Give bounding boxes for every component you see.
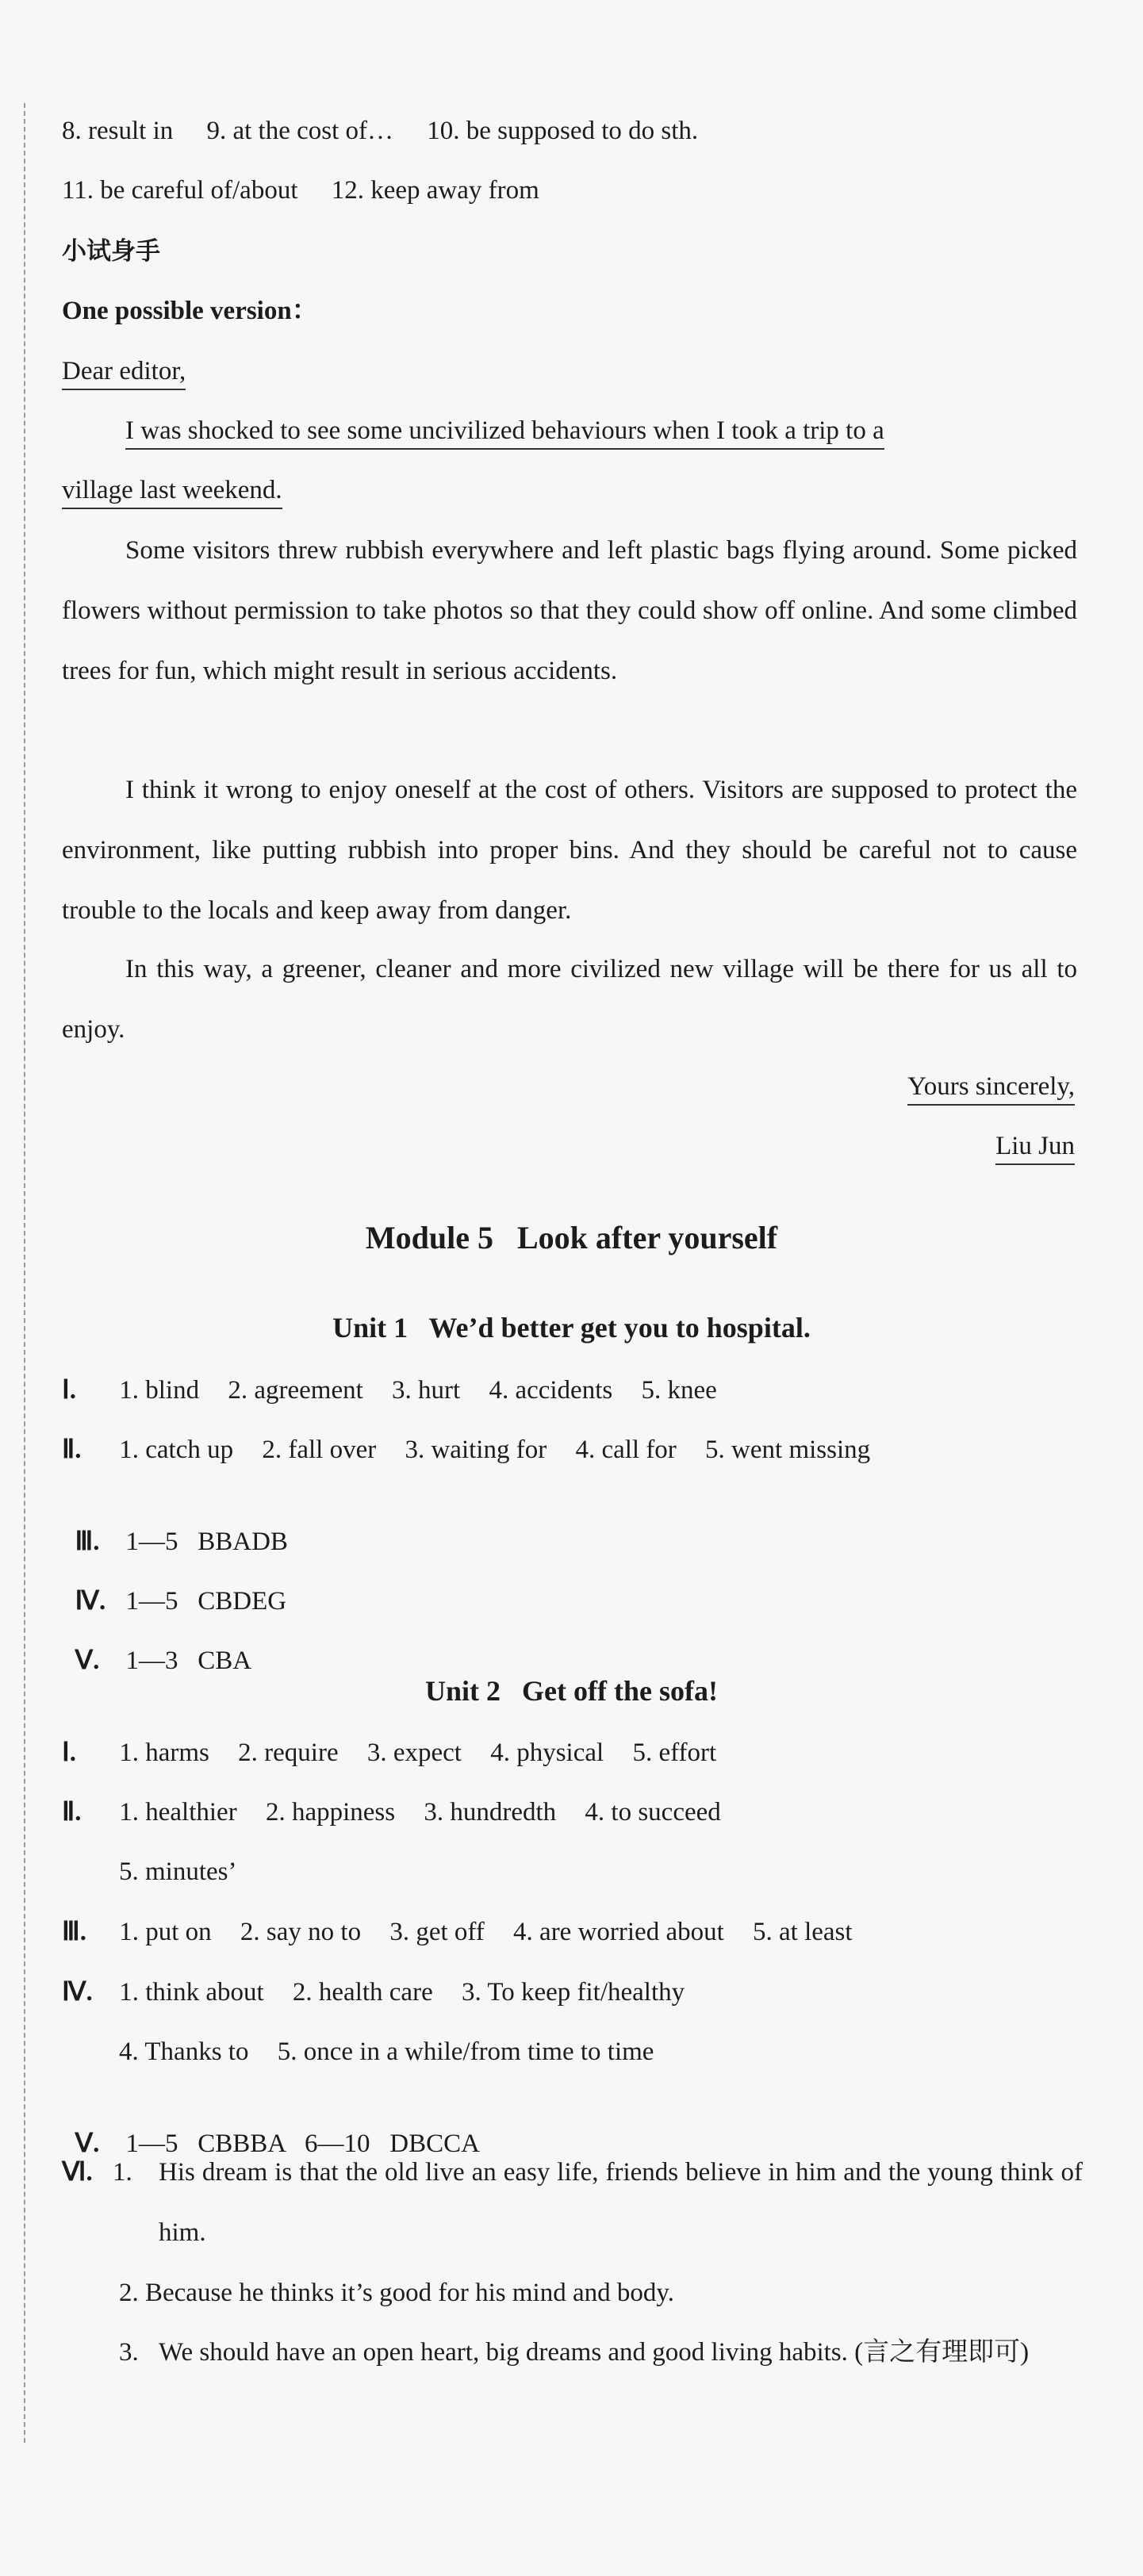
answer-item: 1. put on — [119, 1918, 212, 1946]
answer-item: 1. harms — [119, 1738, 209, 1767]
vocab-item: 11. be careful of/about — [62, 176, 298, 205]
version-label: One possible version： — [62, 297, 318, 325]
closing-text: Yours sincerely, — [907, 1072, 1075, 1106]
letter-signature — [995, 1130, 1075, 1162]
answer-item: 2. health care — [292, 1978, 433, 2007]
module-title: Module 5 Look after yourself — [365, 1220, 778, 1255]
answer-item: 2. say no to — [240, 1918, 362, 1946]
answer-item: 2. fall over — [262, 1436, 377, 1464]
answer-item: 3. hurt — [392, 1376, 461, 1405]
roman-numeral: Ⅲ. — [75, 1528, 100, 1556]
roman-numeral: Ⅴ. — [75, 2129, 100, 2158]
unit2-section-II-cont: 5. minutes’ — [119, 1857, 237, 1886]
answer-number: 1. — [113, 2158, 132, 2187]
answer-item: 4. are worried about — [513, 1918, 724, 1946]
unit1-section-IV — [62, 1554, 286, 1617]
letter-salutation — [62, 355, 186, 387]
letter-first-sentence-end — [62, 474, 282, 506]
answer-item: 3. waiting for — [405, 1436, 547, 1464]
unit2-title: Unit 2 Get off the sofa! — [425, 1675, 718, 1707]
letter-paragraph-4: In this way, a greener, cleaner and more civilized new village will be there for us all to enjoy. — [62, 955, 1077, 1044]
vocab-row-1 — [62, 115, 725, 147]
answer-item: 1. think about — [119, 1978, 264, 2007]
answer-text: 1—5 BBADB — [125, 1528, 288, 1556]
vocab-item: 10. be supposed to do sth. — [427, 117, 699, 145]
page-margin-dashed-line — [24, 103, 25, 2443]
roman-numeral: Ⅵ. — [62, 2158, 93, 2187]
unit1-section-I — [62, 1374, 739, 1406]
roman-numeral: Ⅱ. — [62, 1436, 82, 1464]
answer-item: 4. accidents — [489, 1376, 613, 1405]
unit2-section-II — [62, 1796, 743, 1828]
first-sentence-text: I was shocked to see some uncivilized behaviours when I took a trip to a — [125, 416, 884, 450]
unit2-VI-answer-2: 2. Because he thinks it’s good for his mind and body. — [119, 2279, 674, 2307]
answer-item: 4. call for — [575, 1436, 677, 1464]
letter-closing — [907, 1071, 1075, 1102]
first-sentence-end-text: village last weekend. — [62, 476, 282, 509]
roman-numeral: Ⅰ. — [62, 1376, 76, 1405]
answer-item: 3. expect — [366, 1738, 462, 1767]
answer-item: 4. physical — [490, 1738, 604, 1767]
signature-text: Liu Jun — [995, 1132, 1075, 1165]
unit1-section-III — [62, 1494, 288, 1558]
vocab-item: 8. result in — [62, 117, 174, 145]
unit2-section-I — [62, 1737, 738, 1769]
letter-paragraph-3: I think it wrong to enjoy oneself at the cost of others. Visitors are supposed to protect the environment, like putting rubbish into proper bins. And they should be careful not to cause trouble to the locals and keep away from danger. — [62, 776, 1077, 925]
roman-numeral: Ⅳ. — [75, 1587, 106, 1616]
roman-numeral: Ⅳ. — [62, 1978, 93, 2007]
answer-text: 1—3 CBA — [125, 1646, 252, 1675]
answer-text: 1—5 CBBBA 6—10 DBCCA — [125, 2129, 480, 2158]
answer-item: 2. happiness — [265, 1798, 396, 1827]
unit2-section-IV — [62, 1976, 707, 2008]
letter-paragraph-2: Some visitors threw rubbish everywhere and left plastic bags flying around. Some picked flowers without permission to take photos so that they could show off online. And some climbed trees for fun, which might result in serious accidents. — [62, 536, 1077, 685]
answer-item: 1. healthier — [119, 1798, 237, 1827]
section-title: 小试身手 — [62, 237, 160, 266]
roman-numeral: Ⅲ. — [62, 1918, 87, 1946]
answer-item: 5. knee — [641, 1376, 717, 1405]
unit1-section-V — [62, 1613, 251, 1677]
answer-item: 1. catch up — [119, 1436, 234, 1464]
unit2-section-III — [62, 1916, 875, 1948]
letter-first-sentence — [125, 415, 884, 447]
answer-item: 5. went missing — [705, 1436, 871, 1464]
unit2-section-IV-cont — [119, 2036, 654, 2068]
answer-item: 2. require — [238, 1738, 339, 1767]
answer-item: 4. Thanks to — [119, 2037, 249, 2066]
unit1-section-II — [62, 1434, 892, 1466]
answer-text: 1—5 CBDEG — [125, 1587, 287, 1616]
answer-item: 5. effort — [632, 1738, 717, 1767]
answer-item: 3. hundredth — [424, 1798, 557, 1827]
answer-item: 3. To keep fit/healthy — [461, 1978, 685, 2007]
answer-item: 1. blind — [119, 1376, 200, 1405]
unit2-VI-answer-1: His dream is that the old live an easy life, friends believe in him and the young think of him. — [159, 2158, 1083, 2247]
answer-item: 3. get off — [389, 1918, 485, 1946]
vocab-row-2 — [62, 174, 566, 206]
answer-item: 4. to succeed — [585, 1798, 721, 1827]
roman-numeral: Ⅴ. — [75, 1646, 100, 1675]
salutation-text: Dear editor, — [62, 357, 186, 390]
roman-numeral: Ⅱ. — [62, 1798, 82, 1827]
unit1-title: Unit 1 We’d better get you to hospital. — [332, 1312, 811, 1344]
roman-numeral: Ⅰ. — [62, 1738, 76, 1767]
answer-item: 5. at least — [753, 1918, 853, 1946]
answer-item: 5. once in a while/from time to time — [277, 2037, 654, 2066]
vocab-item: 9. at the cost of… — [206, 117, 394, 145]
vocab-item: 12. keep away from — [331, 176, 539, 205]
unit2-section-VI — [62, 2156, 132, 2188]
answer-item: 2. agreement — [228, 1376, 363, 1405]
unit2-VI-answer-3-number: 3. — [119, 2338, 139, 2367]
unit2-VI-answer-3: We should have an open heart, big dreams and good living habits. (言之有理即可) — [159, 2338, 1030, 2367]
